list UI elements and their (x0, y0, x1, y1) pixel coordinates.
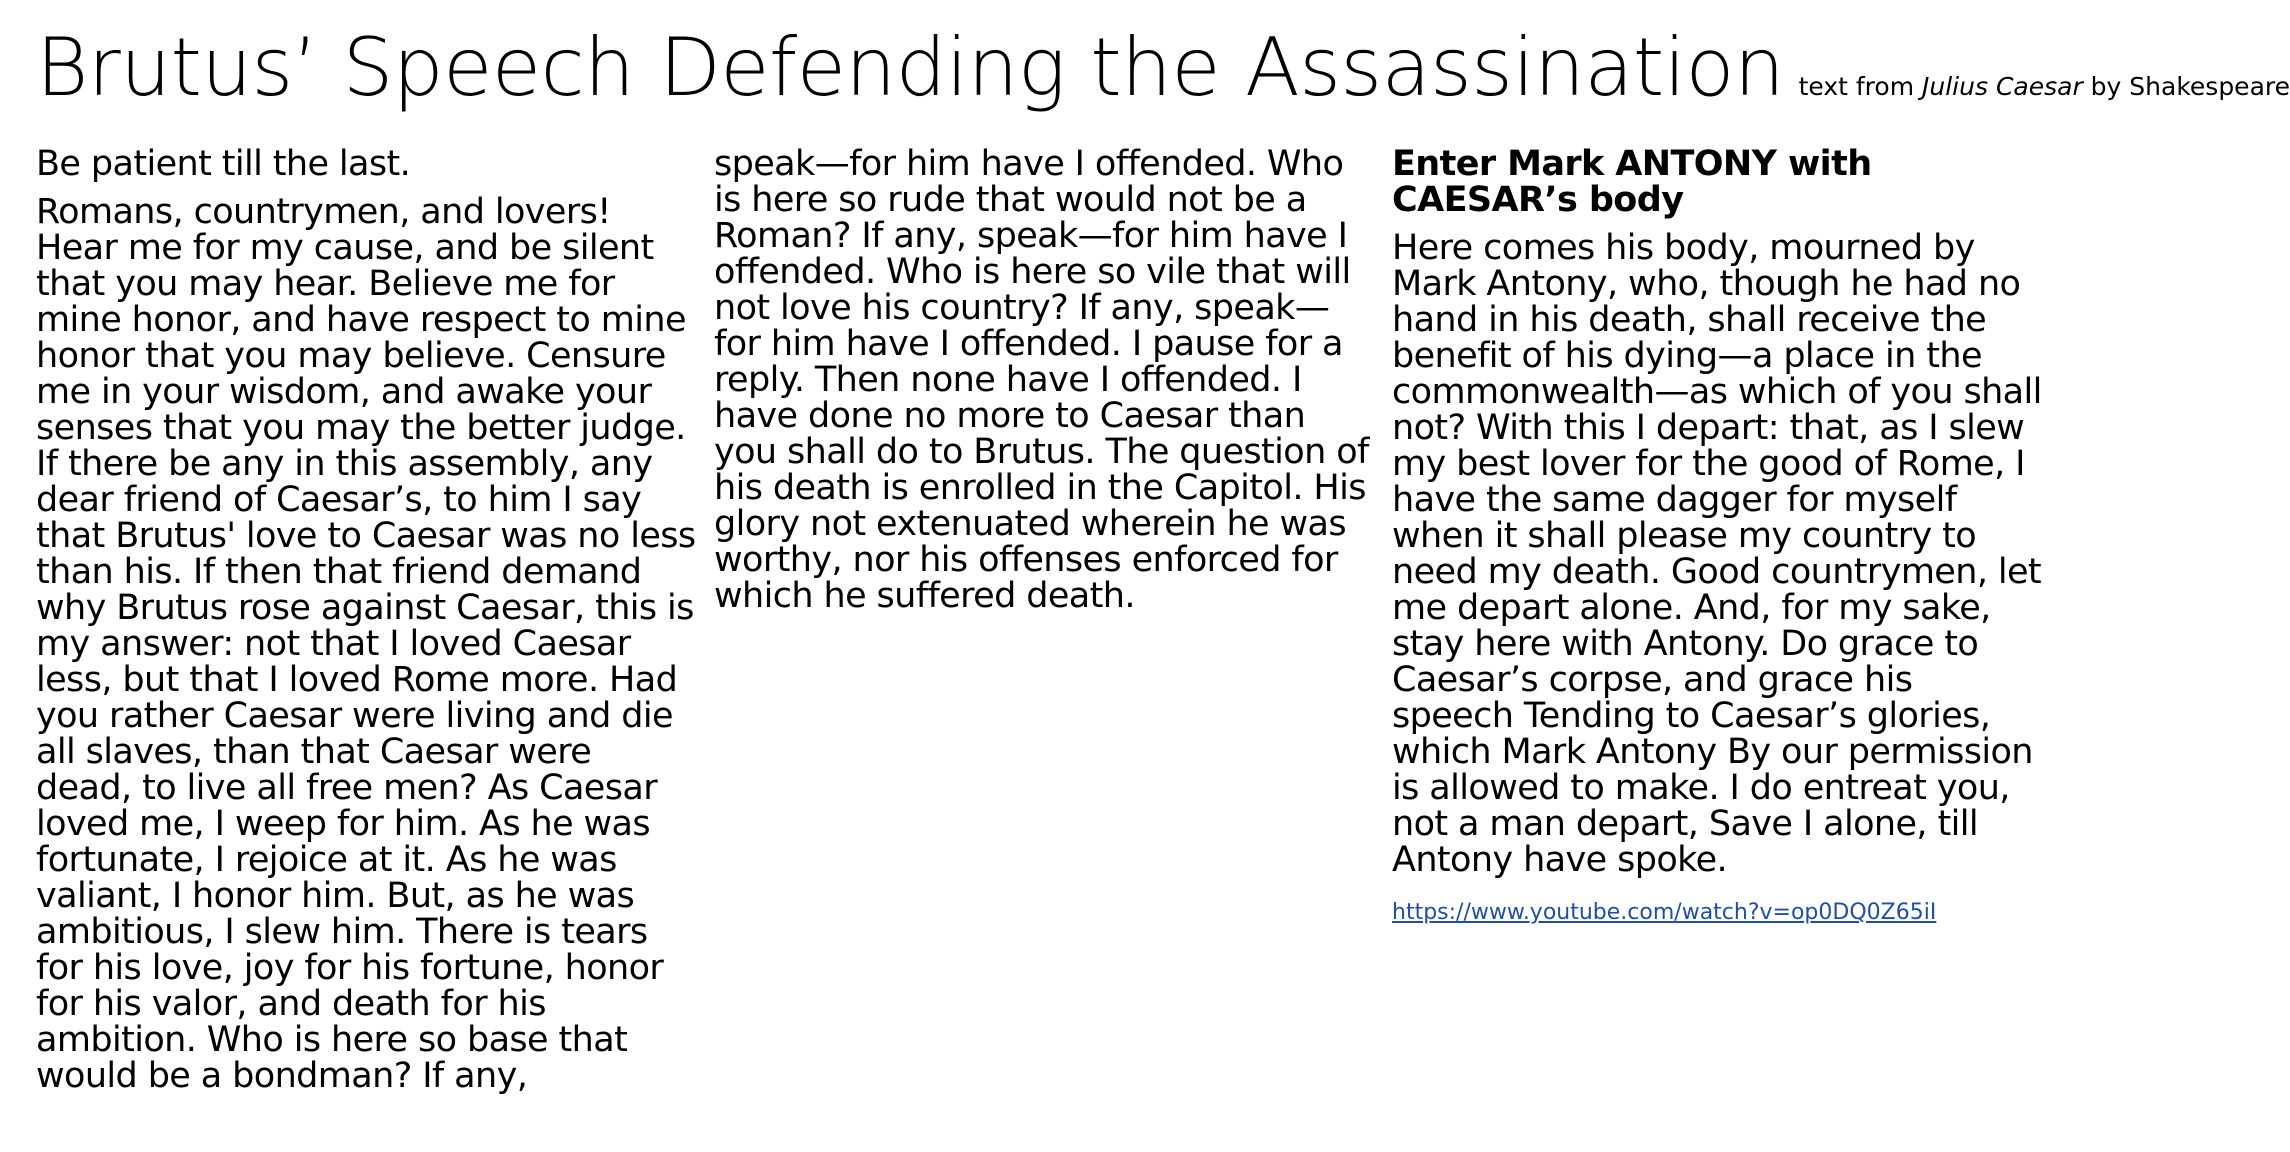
speech-paragraph-3: Here comes his body, mourned by Mark Antony, who, though he had no hand in his death, shall receive the benefit of his dying—a place in the commonwealth—as which of you shall not? With this I depart: that, as I slew my best lover for the good of Rome, I have the same dagger for myself when it shall please my country to need my death. Good countrymen, let me depart alone. And, for my sake, stay here with Antony. Do grace to Caesar’s corpse, and grace his speech Tending to Caesar’s glories, which Mark Antony By our permission is allowed to make. I do entreat you, not a man depart, Save I alone, till Antony have spoke. (1392, 228, 2042, 880)
text-column-1 (36, 146, 696, 1106)
speech-paragraph-2: speak—for him have I offended. Who is here so rude that would not be a Roman? If any, speak—for him have I offended. Who is here so vile that will not love his country? If any, speak—for him have I offended. I pause for a reply. Then none have I offended. I have done no more to Caesar than you shall do to Brutus. The question of his death is enrolled in the Capitol. His glory not extenuated wherein he was worthy, nor his offenses enforced for which he suffered death. (714, 144, 1369, 616)
stage-direction: Enter Mark ANTONY with CAESAR’s body (1392, 144, 1872, 220)
text-column-3 (1392, 146, 2042, 926)
attribution-work-title: Julius Caesar (1922, 72, 2083, 101)
slide-title (36, 21, 2290, 114)
attribution-suffix: by Shakespeare (2082, 72, 2290, 101)
speech-paragraph-1: Romans, countrymen, and lovers! Hear me for my cause, and be silent that you may hear. Believe me for mine honor, and have respect to mine honor that you may believe. Censure me in your wisdom, and awake your senses that you may the better judge. If there be any in this assembly, any dear friend of Caesar’s, to him I say that Brutus' love to Caesar was no less than his. If then that friend demand why Brutus rose against Caesar, this is my answer: not that I loved Caesar less, but that I loved Rome more. Had you rather Caesar were living and die all slaves, than that Caesar were dead, to live all free men? As Caesar loved me, I weep for him. As he was fortunate, I rejoice at it. As he was valiant, I honor him. But, as he was ambitious, I slew him. There is tears for his love, joy for his fortune, honor for his valor, and death for his ambition. Who is here so base that would be a bondman? If any, (36, 192, 696, 1096)
title-attribution (1799, 72, 2290, 101)
attribution-prefix: text from (1798, 72, 1923, 101)
page-title: Brutus’ Speech Defending the Assassination (36, 21, 1785, 114)
opening-line: Be patient till the last. (36, 144, 411, 184)
video-link[interactable]: https://www.youtube.com/watch?v=op0DQ0Z65iI (1392, 900, 1937, 925)
text-column-2 (714, 146, 1369, 626)
